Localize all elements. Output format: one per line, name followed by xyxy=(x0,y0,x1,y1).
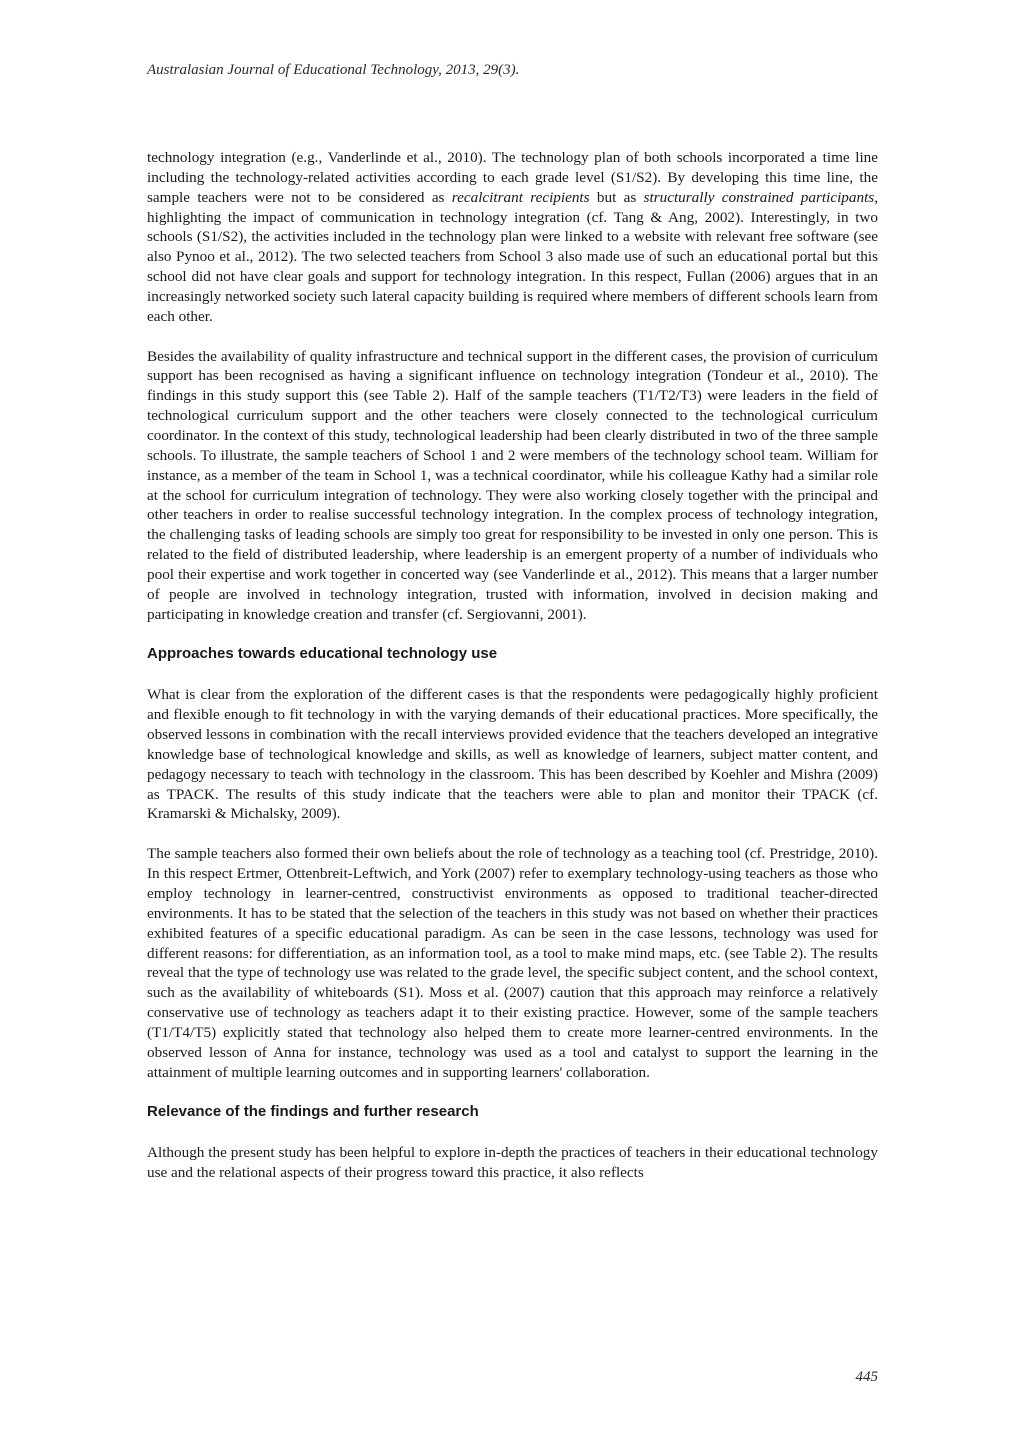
running-header: Australasian Journal of Educational Technology, 2013, 29(3). xyxy=(147,62,520,78)
paragraph-tpack: What is clear from the exploration of the different cases is that the respondents were pedagogically highly proficient and flexible enough to fit technology in with the varying demands of their educational practices. More specifically, the observed lessons in combination with the recall interviews provided evidence that the teachers developed an integrative knowledge base of technological knowledge and skills, as well as knowledge of learners, subject matter content, and pedagogy necessary to teach with technology in the classroom. This has been described by Koehler and Mishra (2009) as TPACK. The results of this study indicate that the teachers were able to plan and monitor their TPACK (cf. Kramarski & Michalsky, 2009). xyxy=(147,686,878,823)
journal-page xyxy=(147,0,878,1450)
paragraph-beliefs: The sample teachers also formed their own beliefs about the role of technology as a teaching tool (cf. Prestridge, 2010). In this respect Ertmer, Ottenbreit-Leftwich, and York (2007) refer to exemplary technology-using teachers as those who employ technology in learner-centred, constructivist environments as opposed to traditional teacher-directed environments. It has to be stated that the selection of the teachers in this study was not based on whether their practices exhibited features of a specific educational paradigm. As can be seen in the case lessons, technology was used for different reasons: for differentiation, as an information tool, as a tool to make mind maps, etc. (see Table 2). The results reveal that the type of technology use was related to the grade level, the specific subject content, and the school context, such as the availability of whiteboards (S1). Moss et al. (2007) caution that this approach may reinforce a relatively conservative use of technology as teachers adapt it to their existing practice. However, some of the sample teachers (T1/T4/T5) explicitly stated that technology also helped them to create more learner-centred environments. In the observed lesson of Anna for instance, technology was used as a tool and catalyst to support the learning in the attainment of multiple learning outcomes and in supporting learners' collaboration. xyxy=(147,845,878,1081)
section-heading-relevance: Relevance of the findings and further research xyxy=(147,1103,479,1121)
paragraph-relevance: Although the present study has been helpful to explore in-depth the practices of teachers in their educational technology use and the relational aspects of their progress toward this practice, it also reflects xyxy=(147,1144,878,1182)
paragraph-text: technology integration (e.g., Vanderlinde et al., 2010). The technology plan of both schools incorporated a time line including the technology-related activities according to each grade level (S1/S2). By developing this time line, the sample teachers were not to be considered as xyxy=(147,149,878,206)
article-body xyxy=(147,148,878,1203)
paragraph-technology-plan xyxy=(147,148,878,327)
paragraph-text: but as xyxy=(589,188,644,206)
section-heading-approaches: Approaches towards educational technology use xyxy=(147,645,498,663)
page-number: 445 xyxy=(855,1369,878,1385)
paragraph-curriculum-support: Besides the availability of quality infrastructure and technical support in the different cases, the provision of curriculum support has been recognised as having a significant influence on technology integration (Tondeur et al., 2010). The findings in this study support this (see Table 2). Half of the sample teachers (T1/T2/T3) were leaders in the field of technological curriculum support and the other teachers were closely connected to the technological curriculum coordinator. In the context of this study, technological leadership had been clearly distributed in two of the three sample schools. To illustrate, the sample teachers of School 1 and 2 were members of the technology school team. William for instance, as a member of the team in School 1, was a technical coordinator, while his colleague Kathy had a similar role at the school for curriculum integration of technology. They were also working closely together with the principal and other teachers in order to realise successful technology integration. In the complex process of technology integration, the challenging tasks of leading schools are simply too great for responsibility to be invested in only one person. This is related to the field of distributed leadership, where leadership is an emergent property of a number of individuals who pool their expertise and work together in concerted way (see Vanderlinde et al., 2012). This means that a larger number of people are involved in technology integration, trusted with information, involved in decision making and participating in knowledge creation and transfer (cf. Sergiovanni, 2001). xyxy=(147,347,878,623)
paragraph-text: , highlighting the impact of communication in technology integration (cf. Tang & Ang, 2002). Interestingly, in two schools (S1/S2), the activities included in the technology plan were linked to a website with relevant free software (see also Pynoo et al., 2012). The two selected teachers from School 3 also made use of such an educational portal but this school did not have clear goals and support for technology integration. In this respect, Fullan (2006) argues that in an increasingly networked society such lateral capacity building is required where members of different schools learn from each other. xyxy=(147,188,878,325)
italic-term-recalcitrant-recipients: recalcitrant recipients xyxy=(451,188,590,206)
italic-term-structurally-constrained-participants: structurally constrained participants xyxy=(643,188,875,206)
